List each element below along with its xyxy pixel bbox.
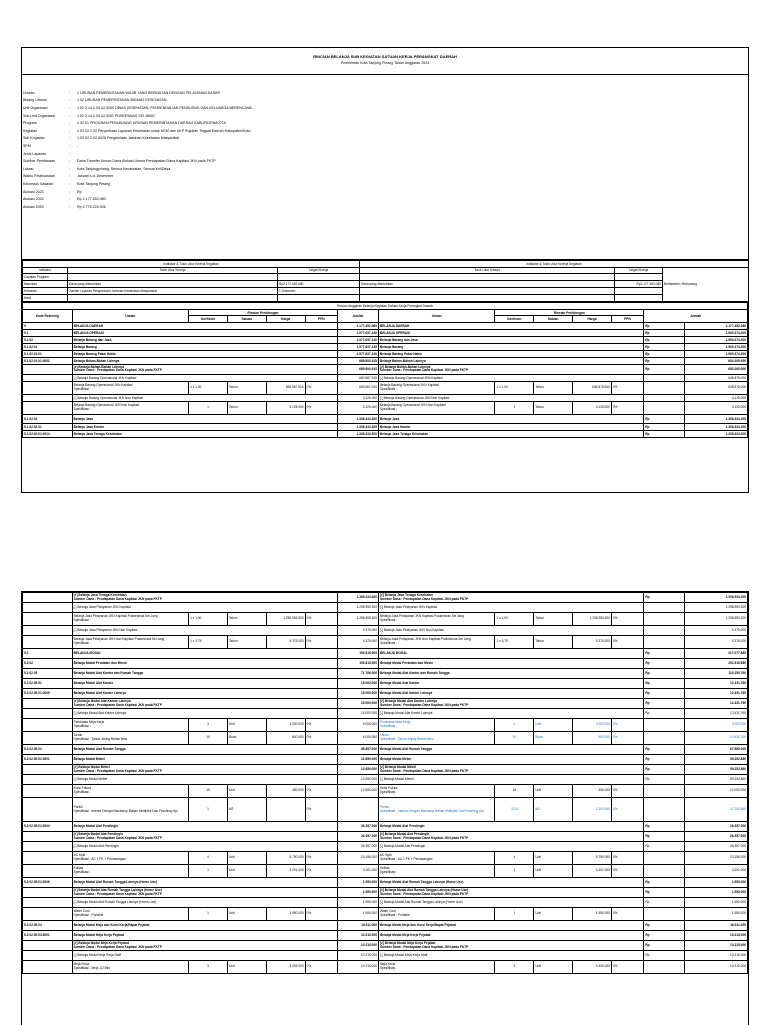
- table-row: AC Split Spesifikasi : AC 1 PK + Pemasangan 4 Unit 5.790.000 0% 23.156.000 AC Split Spesifikasi : AC 1 PK + Pemasangan 4 Unit 5.790.000 0% 23.156.000: [23, 852, 748, 865]
- meta-row: Alokasi 2023 : Rp: [23, 189, 82, 194]
- uraian-header-2: Uraian: [378, 309, 494, 322]
- table-row: [#] Belanja Modal Meja Kerja Pejabat Sumber Dana : Pendapatan Dana Kapitasi JKN pada FKTP 10.215.000 [#] Belanja Modal Meja Kerja Pejabat Sumber Dana : Pendapatan Dana Kapitasi JKN pada FKTP Rp 10.215.000: [23, 941, 748, 951]
- indicator-label: Keluaran: [23, 288, 68, 295]
- table-row: 5.1 BELANJA OPERASI 1.977.637.140 BELANJA OPERASI Rp 1.960.374.200: [24, 330, 746, 335]
- table-row: 5.2.02.05.03.0001 Belanja Modal Meja Kerja Pejabat 10.215.000 Belanja Modal Meja Kerja Pejabat Rp 10.215.000: [23, 931, 748, 941]
- meta-row: Bidang Urusan : 1.02 URUSAN PEMERINTAHAN BIDANG KESEHATAN: [23, 98, 167, 103]
- table-row: 5.1.02.01.01 Belanja Barang Pakai Habis 1.977.637.140 Belanja Barang Pakai Habis Rp 1.960.374.200: [24, 351, 746, 356]
- change-note: Bertambah / Berkurang: [663, 267, 749, 302]
- table-row: [#] Belanja Modal Alat Kantor Lainnya Sumber Dana : Pendapatan Dana Kapitasi JKN pada FKTP 15.000.000 [#] Belanja Modal Alat Kantor Lainnya Sumber Dana : Pendapatan Dana Kapitasi JKN pada FKTP Rp 12.431.760: [23, 699, 748, 709]
- table-row: [-] Belanja Jasa Pelayanan JKN Kapitasi 1.298.959.300 [-] Belanja Jasa Pelayanan JKN Kapitasi 1.298.959.300: [23, 603, 748, 613]
- document-page-2: [21, 591, 749, 1025]
- table-row: Belanja Barang Operasional JKN Non Kapitasi Spesifikasi : 1 Tahun 3.125.000 0% 3.125.000 Belanja Barang Operasional JKN Non Kapitasi Spesifikasi : 1 Tahun 3.125.000 0% 3.125.000: [23, 401, 748, 414]
- meta-row: Unit Organisasi : 1.02.2.14.0.00.02.0000 DINAS KESEHATAN, PENGENDALIAN PENDUDUK DAN KELUARGA BERENCANA: [23, 105, 252, 110]
- table-row: [#] Belanja Modal Alat Rumah Tangga Lainnya (Home Use) Sumber Dana : Pendapatan Dana Kapitasi JKN pada FKTP 1.950.000 [#] Belanja Modal Alat Rumah Tangga Lainnya (Home Use) Sumber Dana : Pendapatan Dana Kapitasi JKN pada FKTP Rp 1.950.000: [23, 888, 748, 898]
- meta-row: Kelompok Sasaran : Kota Tanjung Pinang: [23, 181, 111, 186]
- rincian-header-2: Rincian Perhitungan: [495, 309, 644, 316]
- table-row: 5.2.02.05.02.0004 Belanja Modal Alat Pendingin 26.357.000 Belanja Modal Alat Pendingin Rp 26.357.000: [23, 822, 748, 832]
- meta-row: Jenis Layanan : -: [23, 151, 79, 156]
- table-row: 5.2.02.05.01.0005 Belanja Modal Alat Kantor Lainnya 15.000.000 Belanja Modal Alat Kantor Lainnya Rp 12.431.760: [23, 689, 748, 699]
- table-row: [#] Belanja Modal Mebel Sumber Dana : Pendapatan Dana Kapitasi JKN pada FKTP 12.650.000 [#] Belanja Modal Mebel Sumber Dana : Pendapatan Dana Kapitasi JKN pada FKTP Rp 59.252.860: [23, 765, 748, 775]
- table-row: 5.1.02.01.01.0052 Belanja Bahan-Bahan Lainnya 669.893.915 Belanja Bahan-Bahan Lainnya Rp 652.000.000: [24, 358, 746, 363]
- table-row: Partisi Spesifikasi : Interior Dengan Backdrop Bahan Multiplek Dan Finishing Hpl 1 M2 0% Partisi Spesifikasi : Interior Dengan Backdrop Bahan Multiplek Dan Finishing Hpl 22,5 M2 2.100.000 0% 47.252.860: [23, 798, 748, 822]
- table-row: 5.1.02.02 Belanja Jasa 1.308.334.300 Belanja Jasa Rp 1.308.334.200: [23, 414, 748, 423]
- table-row: 5.1.02 Belanja Barang dan Jasa 1.977.637.140 Belanja Barang dan Jasa Rp 1.960.374.200: [24, 337, 746, 342]
- table-row: [-] Belanja Jasa Pelayanan JKN Non Kapitasi 9.375.000 [-] Belanja Jasa Pelayanan JKN Non Kapitasi 9.375.000: [23, 626, 748, 636]
- table-row: Belanja Jasa Pelayanan JKN Non Kapitasi Puskesmas Sei Jang Spesifikasi : 1 x 3,75 Tahun 9.375.000 0% 9.375.000 Belanja Jasa Pelayanan JKN Non Kapitasi Puskesmas Sei Jang Spesifikasi : 1 x 3,75 Tahun 9.375.000 0% 9.375.000: [23, 636, 748, 649]
- meta-row: Sumber Pendanaan : Dana Transfer Umum-Dana Alokasi Umum Pendapatan Dana Kapitasi JKN pada FKTP: [23, 159, 216, 164]
- table-row: Kursi Futura Spesifikasi : 15 Unit 450.000 0% 12.650.000 Kursi Futura Spesifikasi : 15 Unit 450.000 0% 12.000.000: [23, 785, 748, 798]
- table-row: Belanja Jasa Pelayanan JKN Kapitasi Puskesmas Sei Jang Spesifikasi : 1 x 1,00 Tahun 1.298.959.300 0% 1.298.959.300 Belanja Jasa Pelayanan JKN Kapitasi Puskesmas Sei Jang Spesifikasi : 1 x 1,00 Tahun 1.298.959.300 0% 1.298.959.300: [23, 613, 748, 626]
- meta-row: Urusan : 1 URUSAN PEMERINTAHAN WAJIB YANG BERKAITAN DENGAN PELAYANAN DASAR: [23, 90, 221, 95]
- table-row: [-] Belanja Modal Mebel 12.650.000 [-] Belanja Modal Mebel Rp 59.252.860: [23, 775, 748, 785]
- table-row: Kulkas Spesifikasi : 1 Unit 3.201.000 0% 3.201.000 Kulkas Spesifikasi : 1 Unit 3.201.000 0% 3.201.000: [23, 865, 748, 878]
- indicator-label: Capaian Program: [23, 274, 68, 281]
- table-row: 5.2.02.05.02.0006 Belanja Modal Alat Rumah Tangga Lainnya (Home Use) 1.950.000 Belanja Modal Alat Rumah Tangga Lainnya (Home Use) Rp 1.950.000: [23, 878, 748, 888]
- kode-header: Kode Rekening: [23, 309, 73, 322]
- activity-metadata: [22, 75, 748, 260]
- indicator-left-title: Indikator & Tolok Ukur Kinerja Kegiatan: [23, 261, 360, 268]
- table-row: Meja Kerja Spesifikasi : Meja 1/2 Biro 3 Unit 3.405.000 0% 10.215.000 Meja Kerja Spesifikasi : 3 Unit 3.405.000 0% 10.215.000: [23, 961, 748, 974]
- indicator-label: Masukan: [23, 281, 68, 288]
- table-row: [-] Belanja Barang Operasional JKN Kapitasi 660.567.915 [-] Belanja Barang Operasional JKN Kapitasi 648.875.000: [23, 374, 748, 381]
- table-row: 5.2.02.05.02 Belanja Modal Alat Rumah Tangga 56.857.000 Belanja Modal Alat Rumah Tangga Rp 67.880.000: [23, 745, 748, 755]
- table-row: [-] Belanja Modal Meja Kerja Staff 10.215.000 [-] Belanja Modal Meja Kerja Staff Rp 10.215.000: [23, 951, 748, 961]
- meta-row: Lokasi : Kota Tanjungpinang, Semua Kecamatan, Semua Kel/Desa: [23, 166, 171, 171]
- table-row: 5.2.02 Belanja Modal Peralatan dan Mesin 199.815.000 Belanja Modal Peralatan dan Mesin Rp 203.519.880: [23, 659, 748, 669]
- uraian-header: Uraian: [72, 309, 188, 322]
- meta-row: Kegiatan : 1.02.02.2.02 Penyediaan Layanan Kesehatan untuk UKM dan UKP Rujukan Tingkat Daerah Kabupaten/Kota: [23, 128, 251, 133]
- table-row: 5 BELANJA DAERAH 2.177.452.080 BELANJA DAERAH Rp 2.177.452.080: [24, 323, 746, 328]
- table-row: Tandu Spesifikasi : Tandu Jinjing Bahan Besi 10 Buah 600.000 0% 6.000.000 Tandu Spesifikasi : Tandu Jinjing Bahan Besi 10 Buah 600.000 0% 10.431.760: [23, 732, 748, 745]
- table-row: Belanja Barang Operasional JKN Kapitasi Spesifikasi : 1 x 1,00 Tahun 660.567.915 0% 660.567.915 Belanja Barang Operasional JKN Kapitasi Spesifikasi : 1 x 1,00 Tahun 648.875.000 0% 648.875.000: [23, 381, 748, 394]
- document-header: [22, 48, 748, 75]
- table-row: [-] Belanja Barang Operasional JKN Non Kapitasi 3.125.000 [-] Belanja Barang Operasional JKN Non Kapitasi 3.125.000: [23, 394, 748, 401]
- table-row: Water Cool Spesifikasi : Portable 1 Unit 1.950.000 0% 1.950.000 Water Cool Spesifikasi : Portable 1 Unit 1.950.000 0% 1.950.000: [23, 908, 748, 921]
- budget-caption: Rincian Anggaran Belanja Kegiatan Satuan Kerja Perangkat Daerah: [23, 303, 748, 310]
- table-row: 5.2.02.05.01 Belanja Modal Alat Kantor 15.000.000 Belanja Modal Alat Kantor Rp 12.431.760: [23, 679, 748, 689]
- table-row: 5.1.02.02.01.0014 Belanja Jasa Tenaga Kesehatan 1.308.334.300 Belanja Jasa Tenaga Kesehatan Rp 1.308.334.200: [24, 431, 746, 436]
- meta-row: Alokasi 2024 : Rp 2.177.452.080: [23, 197, 106, 202]
- budget-table: Rincian Anggaran Belanja Kegiatan Satuan Kerja Perangkat Daerah Kode Rekening Uraian Rincian Perhitungan Jumlah Uraian Rincian Perhitungan Jumlah Koefisien Satuan Harga PPN Koefisien Satuan Harga PPN 5 BELANJA DAERAH 2.177.452.080 BELANJA DAERAH Rp 2.177.452.080 5.1 BELANJA OPERASI 1.977.637.140 BELANJA OPERASI Rp 1.960.374.200 5.1.02 Belanja Barang dan Jasa 1.977.637.140 Belanja Barang dan Jasa Rp 1.960.374.200 5.1.02.01 Belanja Barang 1.977.637.140 Belanja Barang Rp 1.960.374.200 5.1.02.01.01 Belanja Barang Pakai Habis 1.977.637.140 Belanja Barang Pakai Habis Rp 1.960.374.200 5.1.02.01.01.0052 Belanja Bahan-Bahan Lainnya 669.893.915 Belanja Bahan-Bahan Lainnya Rp 652.000.000 [#] Belanja Bahan-Bahan Lainnya Sumber Dana : Pendapatan Dana Kapitasi JKN pada FKTP 669.893.915 [#] Belanja Bahan-Bahan Lainnya Sumber Dana : Pendapatan Dana Kapitasi JKN pada FKTP Rp 652.000.000 [-] Belanja Barang Operasional JKN Kapitasi 660.567.915 [-] Belanja Barang Operasional JKN Kapitasi 648.875.000 Belanja Barang Operasional JKN Kapitasi Spesifikasi : 1 x 1,00 Tahun 660.567.915 0% 660.567.915 Belanja Barang Operasional JKN Kapitasi Spesifikasi : 1 x 1,00 Tahun 648.875.000 0% 648.875.000 [-] Belanja Barang Operasional JKN Non Kapitasi 3.125.000 [-] Belanja Barang Operasional JKN Non Kapitasi 3.125.000 Belanja Barang Operasional JKN Non Kapitasi Spesifikasi : 1 Tahun 3.125.000 0% 3.125.000 Belanja Barang Operasional JKN Non Kapitasi Spesifikasi : 1 Tahun 3.125.000 0% 3.125.000 5.1.02.02 Belanja Jasa 1.308.334.300 Belanja Jasa Rp 1.308.334.200 5.1.02.02.01 Belanja Jasa Kantor 1.308.334.300 Belanja Jasa Kantor Rp 1.308.334.200 5.1.02.02.01.0014 Belanja Jasa Tenaga Kesehatan 1.308.334.300 Belanja Jasa Tenaga Kesehatan Rp 1.308.334.200: [24, 303, 746, 436]
- table-row: 5.2.02.05 Belanja Modal Alat Kantor dan Rumah Tangga 71.766.000 Belanja Modal Alat Kantor dan Rumah Tangga Rp 115.159.760: [23, 669, 748, 679]
- table-row: 5.2.02.05.02.0001 Belanja Modal Mebel 12.650.000 Belanja Modal Mebel Rp 59.252.860: [23, 755, 748, 765]
- table-row: [-] Belanja Modal Alat Rumah Tangga Lainnya (Home Use) 1.950.000 [-] Belanja Modal Alat Rumah Tangga Lainnya (Home Use) Rp 1.950.000: [23, 898, 748, 908]
- jumlah-header: Jumlah: [337, 309, 378, 322]
- table-row: 5.1.02.02.01 Belanja Jasa Kantor 1.308.334.300 Belanja Jasa Kantor Rp 1.308.334.200: [24, 424, 746, 429]
- table-row: [-] Belanja Modal Alat Kantor Lainnya 15.000.000 [-] Belanja Modal Alat Kantor Lainnya Rp 12.431.760: [23, 709, 748, 719]
- table-row: 5.1.02.01 Belanja Barang 1.977.637.140 Belanja Barang Rp 1.960.374.200: [24, 344, 746, 349]
- document-title: RINCIAN BELANJA SUB KEGIATAN SATUAN KERJA PERANGKAT DAERAH: [313, 54, 457, 59]
- meta-row: Sub Kegiatan : 1.02.02.2.02.0026 Pengelolaan Jaminan Kesehatan Masyarakat: [23, 136, 180, 141]
- table-row: 5.2 BELANJA MODAL 199.815.000 BELANJA MODAL Rp 217.077.880: [23, 649, 748, 659]
- target-header: Target Kinerja: [278, 267, 360, 274]
- rincian-header: Rincian Perhitungan: [189, 309, 338, 316]
- indicator-label: Hasil: [23, 295, 68, 302]
- document-page-1: [21, 47, 749, 493]
- document-subtitle: Pemerintah Kota Tanjung Pinang Tahun Anggaran 2024: [340, 61, 430, 65]
- indicator-table: Indikator & Tolok Ukur Kinerja Kegiatan Indikator & Tolok Ukur Kinerja Kegiatan Indikator Tolok Ukur Kinerja Target Kinerja Tolok Ukur Kinerja Target Kinerja Bertambah / Berkurang Capaian Program Masukan Dana yang dibutuhkan Rp2.177.452.080 Dana yang dibutuhkan Rp2.177.452.080 Keluaran Jumlah Laporan Pengelolaan Jaminan Kesehatan Masyarakat 1 Dokumen Hasil: [22, 260, 749, 302]
- tolok-header: Tolok Ukur Kinerja: [68, 267, 278, 274]
- meta-row: Alokasi 2025 : Rp 2.775.224.926: [23, 204, 106, 209]
- meta-row: Program : 1.02.01 PROGRAM PENUNJANG URUSAN PEMERINTAHAN DAERAH KABUPATEN/KOTA: [23, 121, 226, 126]
- meta-row: Sub Unit Organisasi : 1.02.2.14.0.00.02.0001 PUSKESMAS SEI JANG: [23, 113, 155, 118]
- target-header-2: Target Kinerja: [615, 267, 663, 274]
- table-row: [#] Belanja Modal Alat Pendingin Sumber Dana : Pendapatan Dana Kapitasi JKN pada FKTP 26.357.000 [#] Belanja Modal Alat Pendingin Sumber Dana : Pendapatan Dana Kapitasi JKN pada FKTP Rp 26.357.000: [23, 832, 748, 842]
- meta-row: Waktu Pelaksanaan : Januari s.d. Desember: [23, 174, 114, 179]
- jumlah-header-2: Jumlah: [644, 309, 748, 322]
- table-row: 5.2.02.05.03 Belanja Modal Meja dan Kursi Kerja/Rapat Pejabat 18.011.000 Belanja Modal Meja dan Kursi Kerja/Rapat Pejabat Rp 18.011.000: [23, 921, 748, 931]
- indicator-right-title: Indikator & Tolok Ukur Kinerja Kegiatan: [360, 261, 749, 268]
- meta-row: SPM : -: [23, 143, 79, 148]
- table-row: [#] Belanja Bahan-Bahan Lainnya Sumber Dana : Pendapatan Dana Kapitasi JKN pada FKTP 669.893.915 [#] Belanja Bahan-Bahan Lainnya Sumber Dana : Pendapatan Dana Kapitasi JKN pada FKTP Rp 652.000.000: [23, 364, 748, 374]
- indikator-header: Indikator: [23, 267, 68, 274]
- budget-table-continued: [22, 592, 748, 974]
- table-row: [-] Belanja Modal Alat Pendingin 26.357.000 [-] Belanja Modal Alat Pendingin Rp 26.357.000: [23, 842, 748, 852]
- tolok-header-2: Tolok Ukur Kinerja: [360, 267, 615, 274]
- table-row: [#] Belanja Jasa Tenaga Kesehatan Sumber Dana : Pendapatan Dana Kapitasi JKN pada FKTP 1.308.334.300 [#] Belanja Jasa Tenaga Kesehatan Sumber Dana : Pendapatan Dana Kapitasi JKN pada FKTP Rp 1.308.334.200: [23, 593, 748, 603]
- table-row: Pembatas Meja Kerja Spesifikasi : 3 Unit 3.000.000 0% 9.000.000 Pembatas Meja Kerja Spesifikasi : 3 Unit 3.000.000 0% 2.000.000: [23, 719, 748, 732]
